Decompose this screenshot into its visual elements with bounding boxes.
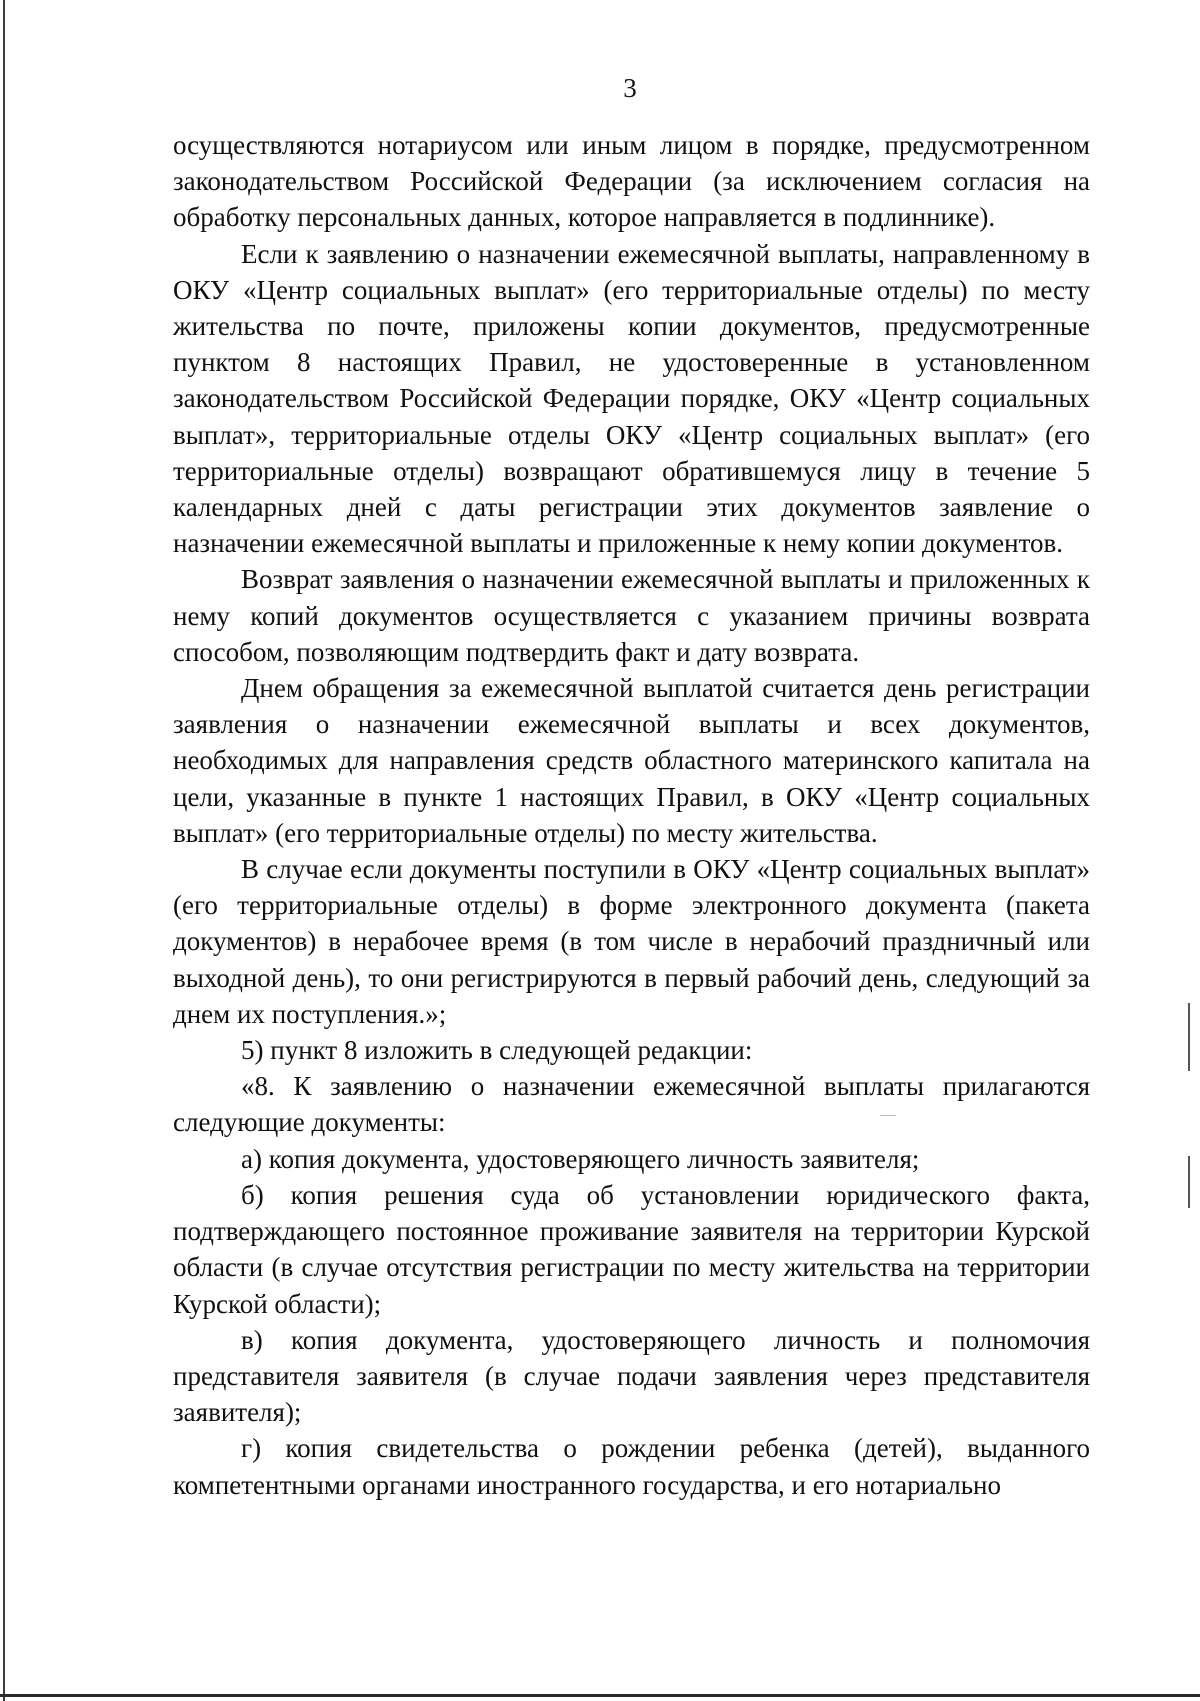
paragraph-return-copies: Если к заявлению о назначении ежемесячной выплаты, направленному в ОКУ «Центр социальных выплат» (его территориальные отделы) по месту жительства по почте, приложены копии документов, предусмотренные пунктом 8 настоящих Правил, не удостоверенные в установленном законодательством Российской Федерации порядке, ОКУ «Центр социальных выплат», территориальные отделы ОКУ «Центр социальных выплат» (его территориальные отделы) возвращают обратившемуся лицу в течение 5 календарных дней с даты регистрации этих документов заявление о назначении ежемесячной выплаты и приложенные к нему копии документов. xyxy=(173,238,1090,559)
scan-bottom-edge xyxy=(0,1694,1200,1697)
list-item-a: а) копия документа, удостоверяющего личность заявителя; xyxy=(241,1143,920,1174)
page-number: 3 xyxy=(623,73,637,103)
list-item-b: б) копия решения суда об установлении юридического факта, подтверждающего постоянное проживание заявителя на территории Курской области (в случае отсутствия регистрации по месту жительства на территории Курской области); xyxy=(173,1179,1090,1319)
list-item-g: г) копия свидетельства о рождении ребенка (детей), выданного компетентными органами иностранного государства, и его нотариально xyxy=(173,1433,1090,1500)
paragraph-electronic-documents: В случае если документы поступили в ОКУ «Центр социальных выплат» (его территориальные отделы) в форме электронного документа (пакета документов) в нерабочее время (в том числе в нерабочий праздничный или выходной день), то они регистрируются в первый рабочий день, следующий за днем их поступления.»; xyxy=(173,854,1090,1029)
paragraph-clause-8: «8. К заявлению о назначении ежемесячной выплаты прилагаются следующие документы: xyxy=(173,1071,1090,1138)
paragraph-continuation: осуществляются нотариусом или иным лицом в порядке, предусмотренном законодательством Российской Федерации (за исключением согласия на обработку персональных данных, которое направляется в подлиннике). xyxy=(173,130,1090,233)
paragraph-application-date: Днем обращения за ежемесячной выплатой считается день регистрации заявления о назначении ежемесячной выплаты и всех документов, необходимых для направления средств областного материнского капитала на цели, указанные в пункте 1 настоящих Правил, в ОКУ «Центр социальных выплат» (его территориальные отделы) по месту жительства. xyxy=(173,673,1090,848)
document-body xyxy=(173,127,1090,1503)
scan-left-edge xyxy=(3,0,5,1701)
paragraph-return-method: Возврат заявления о назначении ежемесячной выплаты и приложенных к нему копий документов осуществляется с указанием причины возврата способом, позволяющим подтвердить факт и дату возврата. xyxy=(173,564,1090,667)
list-item-v: в) копия документа, удостоверяющего личность и полномочия представителя заявителя (в случае подачи заявления через представителя заявителя); xyxy=(173,1324,1090,1428)
paragraph-item-5: 5) пункт 8 изложить в следующей редакции: xyxy=(241,1035,753,1066)
scan-mark xyxy=(1188,1156,1190,1208)
scan-mark xyxy=(1188,1003,1190,1071)
